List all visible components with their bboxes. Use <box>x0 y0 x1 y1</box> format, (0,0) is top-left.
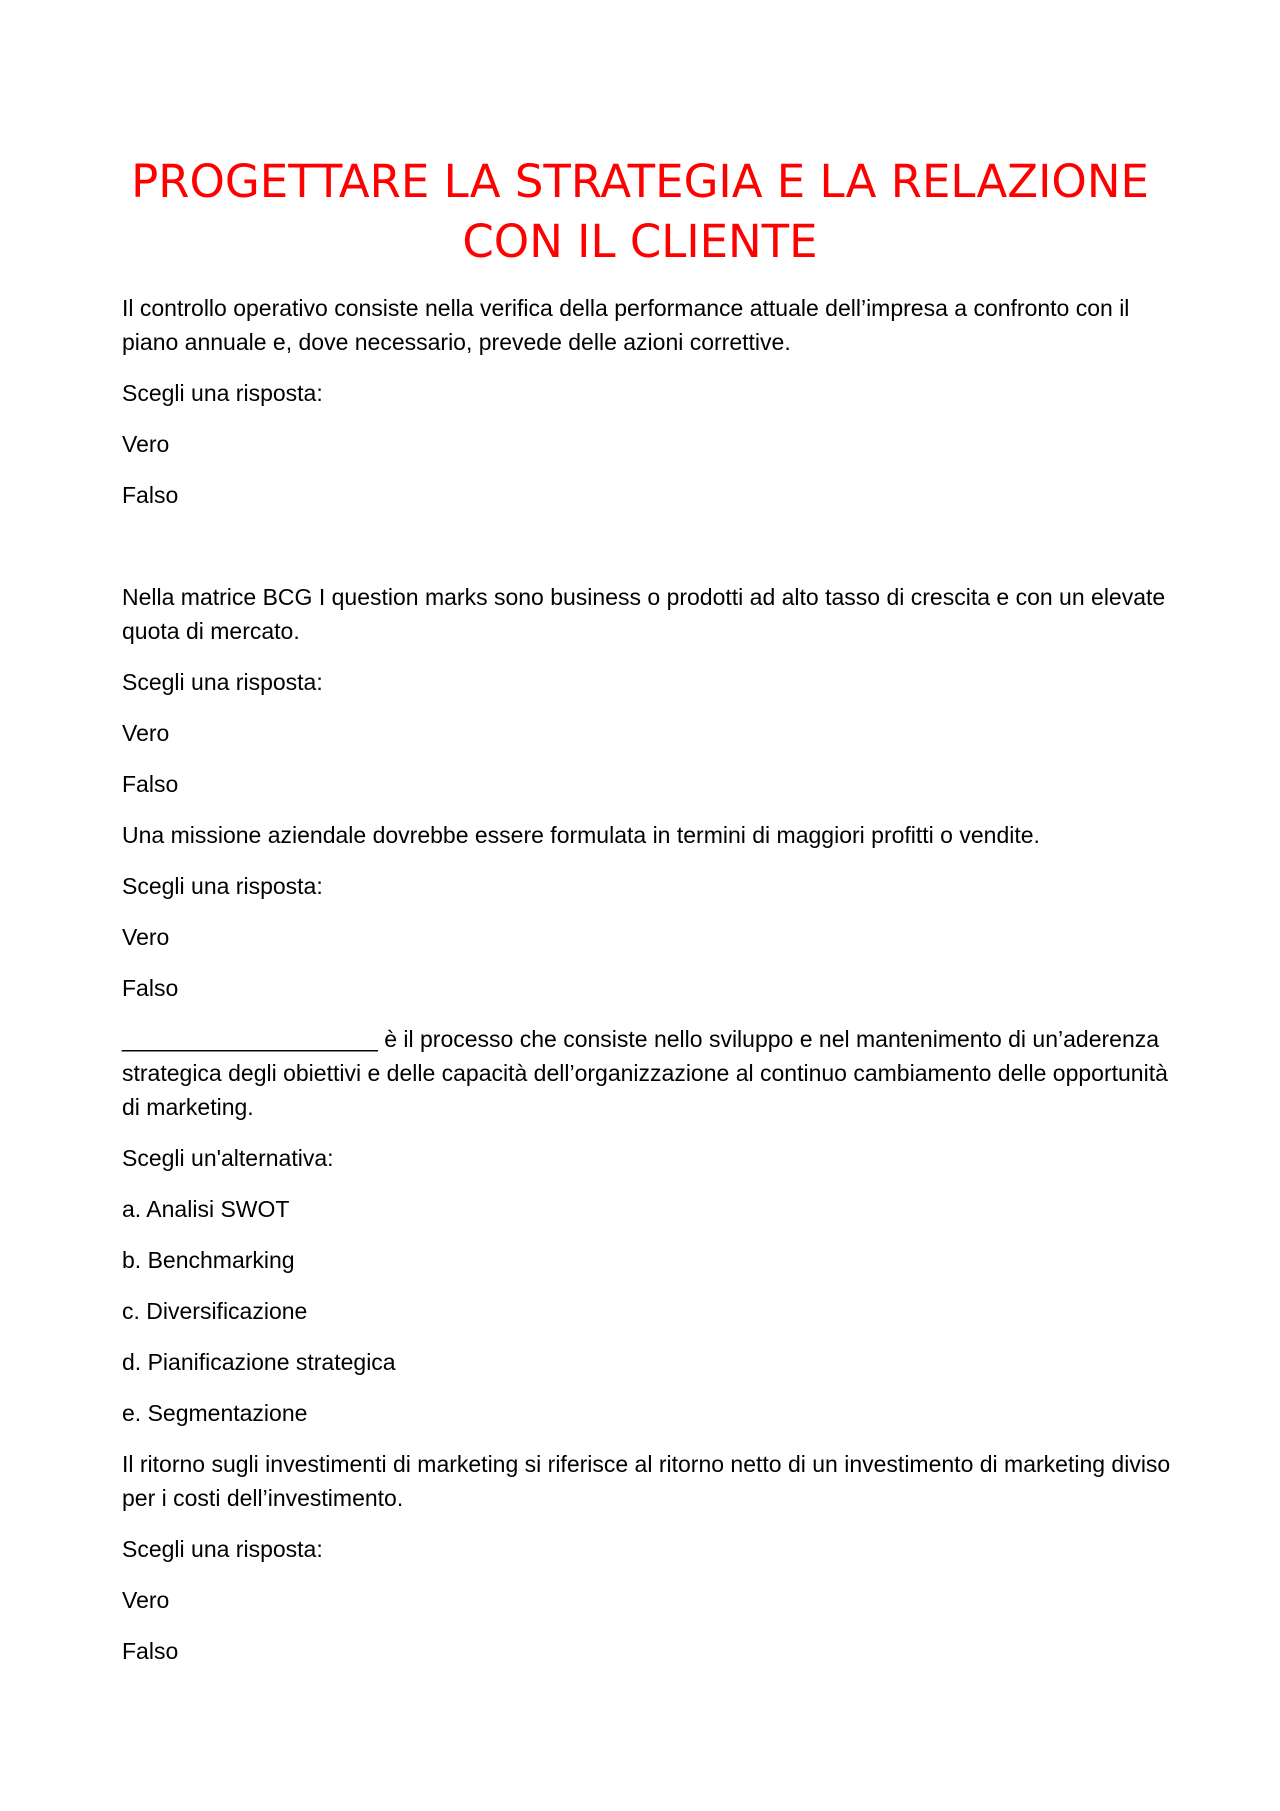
question-prompt: Scegli un'alternativa: <box>122 1145 334 1171</box>
answer-option: Falso <box>122 1638 179 1664</box>
answer-option: e. Segmentazione <box>122 1400 308 1426</box>
question-text: Nella matrice BCG I question marks sono business o prodotti ad alto tasso di crescita e con un elevate quota di mercato. <box>122 584 1166 644</box>
question-text: Il controllo operativo consiste nella verifica della performance attuale dell’impresa a confronto con il piano annuale e, dove necessario, prevede delle azioni correttive. <box>122 295 1130 355</box>
question-prompt: Scegli una risposta: <box>122 380 323 406</box>
answer-option: Falso <box>122 482 179 508</box>
document-body <box>122 291 1172 1685</box>
answer-option: d. Pianificazione strategica <box>122 1349 396 1375</box>
question-prompt: Scegli una risposta: <box>122 873 323 899</box>
question-prompt: Scegli una risposta: <box>122 1536 323 1562</box>
answer-option: Falso <box>122 771 179 797</box>
answer-option: Vero <box>122 720 170 746</box>
answer-option: Falso <box>122 975 179 1001</box>
question-prompt: Scegli una risposta: <box>122 669 323 695</box>
question-text: Una missione aziendale dovrebbe essere formulata in termini di maggiori profitti o vendite. <box>122 822 1040 848</box>
document-title: PROGETTARE LA STRATEGIA E LA RELAZIONE CON IL CLIENTE <box>131 155 1149 268</box>
question-text: Il ritorno sugli investimenti di marketing si riferisce al ritorno netto di un investimento di marketing diviso per i costi dell’investimento. <box>122 1451 1171 1511</box>
answer-option: a. Analisi SWOT <box>122 1196 290 1222</box>
answer-option: Vero <box>122 431 170 457</box>
question-text: ____________________ è il processo che consiste nello sviluppo e nel mantenimento di un’aderenza strategica degli obiettivi e delle capacità dell’organizzazione al continuo cambiamento delle opportunità di marketing. <box>122 1026 1168 1120</box>
answer-option: Vero <box>122 1587 170 1613</box>
answer-option: c. Diversificazione <box>122 1298 308 1324</box>
answer-option: Vero <box>122 924 170 950</box>
answer-option: b. Benchmarking <box>122 1247 295 1273</box>
